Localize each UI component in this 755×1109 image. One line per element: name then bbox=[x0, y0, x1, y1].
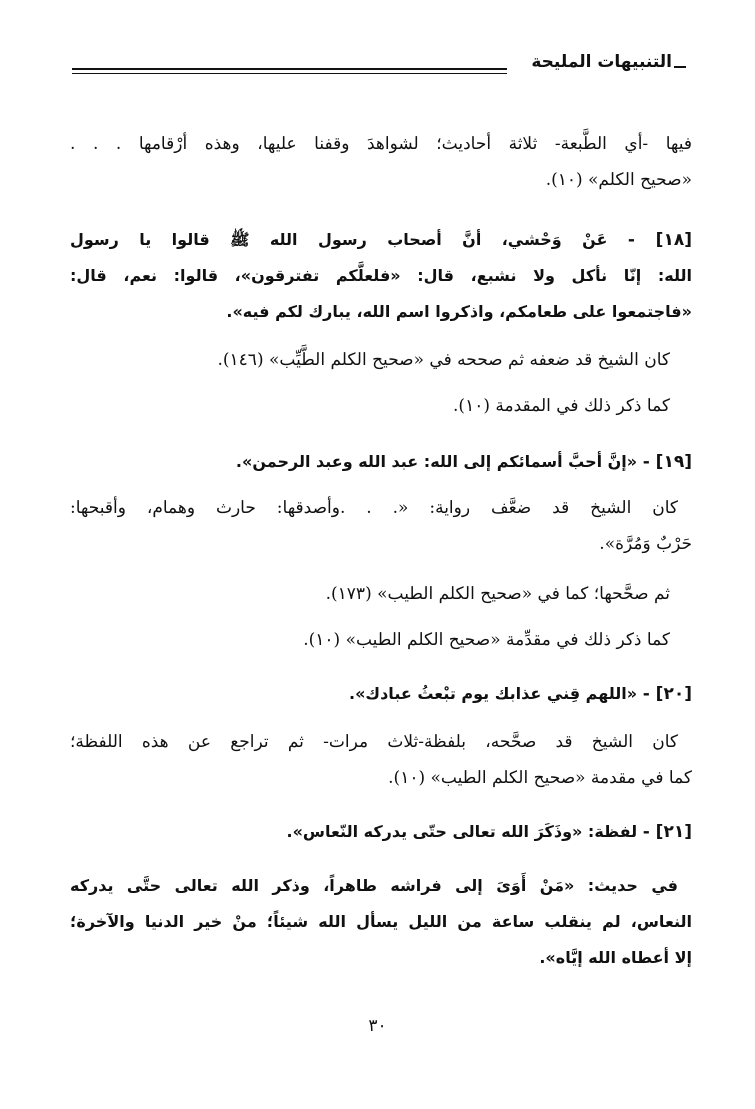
intro-paragraph bbox=[70, 126, 692, 198]
hadith-19-text: «إنَّ أحبَّ أسمائكم إلى الله: عبد الله وعبد الرحمن». bbox=[235, 452, 638, 471]
hadith-19-note-4: كما ذكر ذلك في مقدِّمة «صحيح الكلم الطيب» (١٠). bbox=[303, 630, 670, 650]
hadith-21-body-1: في حديث: «مَنْ أَوَىَ إلى فراشه طاهراً، وذكر الله تعالى حتَّى يدركه bbox=[70, 876, 678, 895]
hadith-19-number: [١٩] - bbox=[642, 452, 692, 472]
hadith-21-number: [٢١] - bbox=[642, 822, 692, 842]
hadith-18-note-2: كما ذكر ذلك في المقدمة (١٠). bbox=[453, 396, 670, 416]
hadith-19-note-1: كان الشيخ قد ضعَّف رواية: «. . .وأصدقها: حارث وهمام، وأقبحها: bbox=[70, 498, 678, 518]
hadith-18-text-1: عَنْ وَحْشي، أنَّ أصحاب رسول الله ﷺ قالوا يا رسول bbox=[70, 230, 608, 249]
running-header bbox=[72, 50, 682, 90]
intro-line-1: فيها -أي الطَّبعة- ثلاثة أحاديث؛ لشواهدَ وقفنا عليها، وهذه أرْقامها . . . bbox=[70, 134, 692, 154]
header-rule-top bbox=[72, 68, 507, 70]
hadith-18-line-3: «فاجتمعوا على طعامكم، واذكروا اسم الله، يبارك لكم فيه». bbox=[226, 302, 692, 321]
hadith-21-line bbox=[70, 814, 692, 850]
hadith-21 bbox=[70, 814, 692, 850]
hadith-20-number: [٢٠] - bbox=[642, 684, 692, 704]
page-number: ٣٠ bbox=[368, 1016, 387, 1036]
hadith-18-line-2: الله: إنّا نأكل ولا نشبع، قال: «فلعلَّكم تفترقون»، قالوا: نعم، قال: bbox=[70, 266, 692, 285]
hadith-19-line bbox=[70, 444, 692, 480]
hadith-19-notes-b bbox=[80, 576, 670, 658]
intro-line-2: «صحيح الكلم» (١٠). bbox=[545, 170, 692, 190]
hadith-20-text: «اللهم قِني عذابك يوم تبْعثُ عبادك». bbox=[349, 684, 638, 703]
hadith-19 bbox=[70, 444, 692, 480]
hadith-20-note-1: كان الشيخ قد صحَّحه، بلفظة-ثلاث مرات- ثم تراجع عن هذه اللفظة؛ bbox=[70, 732, 678, 752]
hadith-21-body-3: إلا أعطاه الله إيَّاه». bbox=[539, 948, 692, 967]
hadith-20-line bbox=[70, 676, 692, 712]
hadith-19-note-2: حَرْبٌ وَمُرَّة». bbox=[599, 534, 692, 554]
hadith-18-number: [١٨] - bbox=[627, 230, 692, 250]
hadith-20 bbox=[70, 676, 692, 712]
hadith-18-notes bbox=[80, 342, 670, 424]
header-dash bbox=[674, 66, 686, 68]
hadith-18 bbox=[70, 222, 692, 330]
hadith-19-note-3: ثم صحَّحها؛ كما في «صحيح الكلم الطيب» (١٧٣). bbox=[325, 584, 670, 604]
header-rule-bottom bbox=[72, 73, 507, 74]
hadith-20-note-2: كما في مقدمة «صحيح الكلم الطيب» (١٠). bbox=[388, 768, 692, 788]
hadith-18-note-1: كان الشيخ قد ضعفه ثم صححه في «صحيح الكلم الطَّيِّب» (١٤٦). bbox=[217, 350, 670, 370]
hadith-18-line-1 bbox=[70, 222, 692, 258]
hadith-21-body-2: النعاس، لم ينقلب ساعة من الليل يسأل الله شيئاً؛ منْ خير الدنيا والآخرة؛ bbox=[70, 912, 692, 931]
hadith-21-body bbox=[70, 868, 692, 976]
hadith-21-text: لفظة: «وذَكَرَ الله تعالى حتّى يدركه النّعاس». bbox=[286, 822, 638, 841]
header-title: التنبيهات المليحة bbox=[531, 52, 672, 72]
hadith-20-notes bbox=[70, 724, 692, 796]
hadith-19-notes-a bbox=[70, 490, 692, 562]
